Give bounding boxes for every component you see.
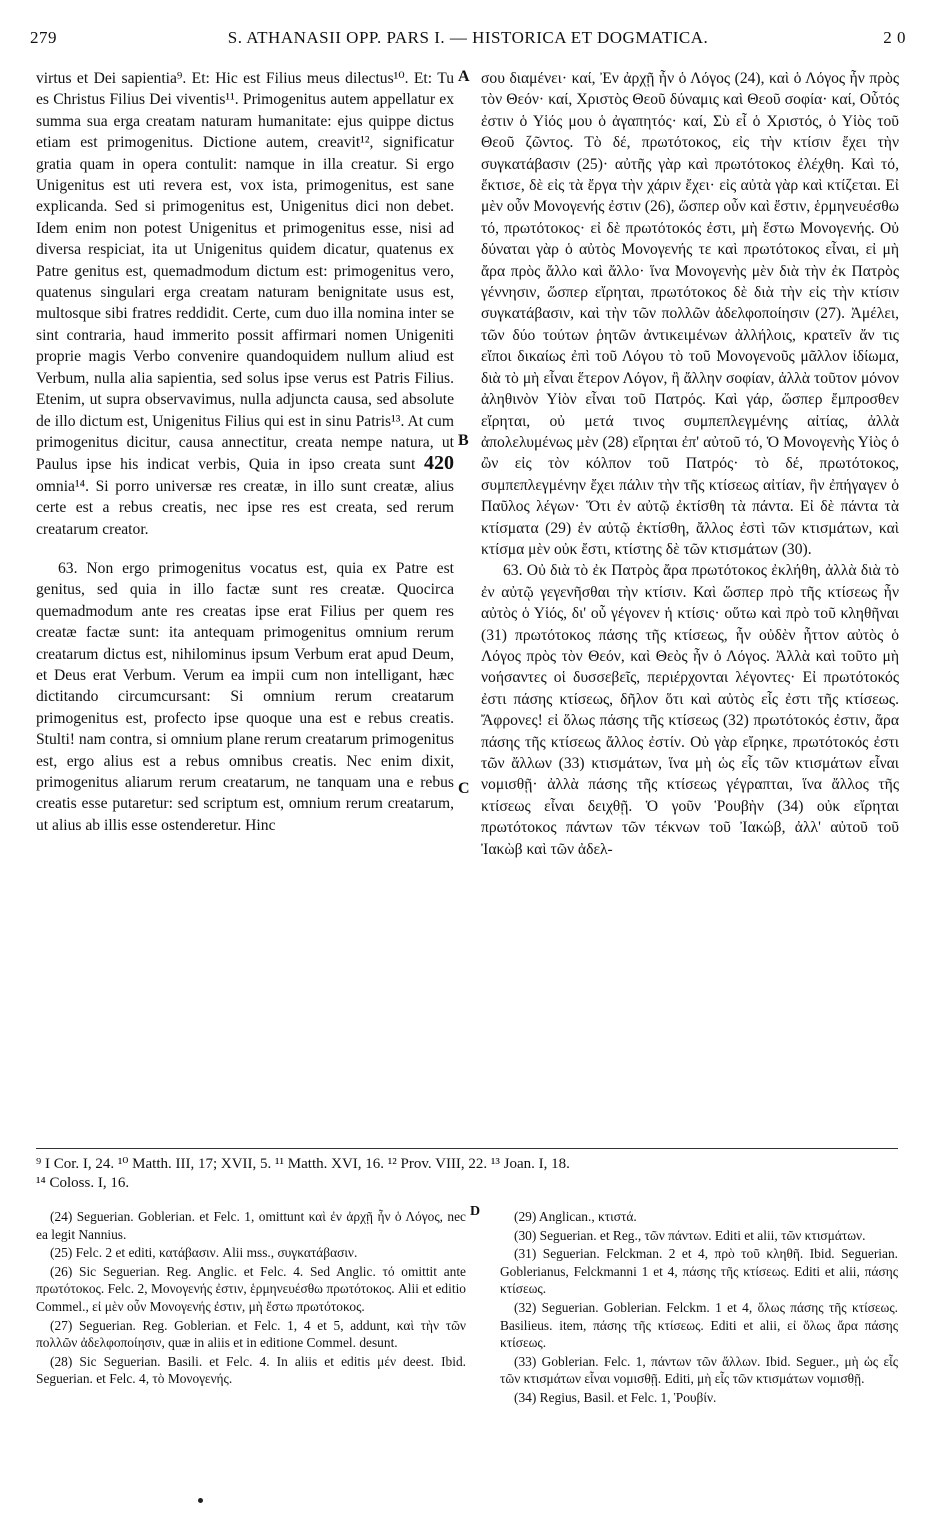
note-28: (28) Sic Seguerian. Basili. et Felc. 4. In aliis et editis μέν deest. Ibid. Seguerian. et Felc. 4, τὸ Μονογενής. — [36, 1353, 466, 1387]
latin-paragraph-1-end: omnia¹⁴. Si porro universæ res creatæ, in illo sunt creatæ, alius certe est a rebus creatis, nec ipse res est creata, sed rerum creatarum creator. — [36, 477, 454, 538]
greek-paragraph-1: σου διαμένει· καί, Ἐν ἀρχῇ ἦν ὁ Λόγος (24), καὶ ὁ Λόγος ἦν πρὸς τὸν Θεόν· καί, Χριστὸς Θεοῦ δύναμις καὶ Θεοῦ σοφία· καί, Οὗτός ἐστιν ὁ Υἱός μου ὁ ἀγαπητός· καί, Σὺ εἶ ὁ Χριστός, ὁ Υἱὸς τοῦ Θεοῦ ζῶντος. Τὸ δέ, πρωτότοκος, εἰς τὴν κτίσιν ἔχει τὴν συγκατάβασιν (25)· αὐτῆς γὰρ καὶ πρωτότοκος ἐλέχθη. Καὶ τό, ἔκτισε, δὲ εἰς τὰ ἔργα τὴν χάριν ἔχει· εἰς αὐτὰ γὰρ καὶ κτίζεται. Εἰ μὲν οὖν Μονογενής ἐστιν (26), ὥσπερ οὖν καὶ ἔστιν, ἑρμηνευέσθω τό, πρωτότοκος· εἰ δὲ πρωτότοκός ἐστι, μὴ ἔστω Μονογενής. Οὐ δύναται γὰρ ὁ αὐτὸς Μονογενής τε καὶ πρωτότοκος εἶναι, εἰ μὴ ἄρα πρὸς ἄλλο καὶ ἄλλο· ἵνα Μονογενὴς μὲν διὰ τὴν ἐκ Πατρὸς γέννησιν, ὥσπερ εἴρηται, πρωτότοκος δὲ διὰ τὴν εἰς τὴν κτίσιν συγκατάβασιν, καὶ τὴν τῶν πολλῶν ἀδελφοποίησιν (27). Ἀμέλει, τῶν δύο τούτων ῥητῶν ἀντικειμένων ἀλλήλοις, κρατεῖν ἄν τις εἴποι δικαίως ἐπὶ τοῦ Λόγου τὸ τοῦ Μονογενοῦς μᾶλλον ἰδίωμα, διὰ τὸ μὴ εἶναι ἕτερον Λόγον, ἢ ἄλλην σοφίαν, ἀλλὰ τοῦτον μόνον ἀληθινὸν Υἱὸν εἶναι τοῦ Πατρός. Καὶ γάρ, ὥσπερ ἔμπροσθεν εἴρηται, οὐ μετά τινος συμπεπλεγμένης αἰτίας, ἀλλὰ ἀπολελυμένως μὲν (28) εἴρηται ἐπ' αὐτοῦ τό, Ὁ Μονογενὴς Υἱὸς ὁ ὢν εἰς τὸν κόλπον τοῦ Πατρός· τὸ δέ, πρωτότοκος, συμπεπλεγμένην ἔχει πάλιν τὴν τῆς κτίσεως αἰτίαν, ἣν ἐπήγαγεν ὁ Παῦλος λέγων· Ὅτι ἐν αὐτῷ ἐκτίσθη τὰ πάντα. Εἰ δὲ πάντα τὰ κτίσματα (29) ἐν αὐτῷ ἐκτίσθη, ἄλλος ἐστὶ τῶν κτισμάτων, καὶ κτίσμα μὲν οὐκ ἔστι, κτίστης δὲ τῶν κτισμάτων (30). — [481, 70, 899, 558]
note-26: (26) Sic Seguerian. Reg. Anglic. et Felc. 4. Sed Anglic. τό omittit ante πρωτότοκος. Felc. 2, Μονογενής ἐστιν, ἑρμηνευέσθω πρωτότοκος. Alii et editio Commel., εἰ μὲν οὖν Μονογενής ἐστιν, μὴ ἔστω πρωτότοκος. — [36, 1263, 466, 1314]
note-31: (31) Seguerian. Felckman. 2 et 4, πρὸ τοῦ κληθῆ. Ibid. Seguerian. Goblerianus, Felckmanni 1 et 4, πάσης τῆς κτίσεως. Editi et alii, πάσης κτίσεως. — [500, 1246, 898, 1297]
running-title: S. ATHANASII OPP. PARS I. — HISTORICA ET DOGMATICA. — [227, 28, 709, 47]
footnote-rule — [36, 1148, 898, 1149]
latin-column — [36, 68, 454, 836]
greek-column — [481, 68, 899, 860]
latin-paragraph-1 — [36, 68, 454, 540]
note-34: (34) Regius, Basil. et Felc. 1, Ῥουβίν. — [514, 1389, 717, 1405]
note-29: (29) Anglican., κτιστά. — [514, 1209, 637, 1224]
margin-marker-b: B — [458, 432, 469, 449]
ink-speck — [198, 1498, 203, 1503]
margin-marker-d: D — [470, 1204, 481, 1219]
critical-notes-right — [500, 1208, 898, 1408]
scripture-footnotes-line-2: ¹⁴ Coloss. I, 16. — [36, 1175, 130, 1191]
latin-paragraph-1-text: virtus et Dei sapientia⁹. Et: Hic est Filius meus dilectus¹⁰. Et: Tu es Christus Filius Dei viventis¹¹. Primogenitus autem appellatur ex summa sua erga creatam naturam humanitate: ejus quippe dictus etiam est primogenitus. Dictione autem, creavit¹², significatur gratia quam in opera contulit: namque in illa creatur. Si ergo Unigenitus est uti revera est, vox ista, primogenitus, est sane explicanda. Sed si primogenitus est, Unigenitus dici non debet. Idem enim non potest Unigenitus et primogenitus esse, nisi ad diversa respiciat, ita ut Unigenitus quidem dicatur, quatenus ex Patre genitus est, quemadmodum dictum est: primogenitus vero, quatenus singulari erga creatam naturam benignitate usus est, multosque sibi fratres reddidit. Certe, cum duo illa nomina inter se sint contraria, haud immerito possit affirmari nomen Unigeniti proprie magis Verbo convenire quandoquidem nullum aliud est Verbum, nulla alia sapientia, sed solus ipse verus est Patris Filius. Etenim, ut supra observavimus, nulla adjuncta causa, sed absolute de illo dictum est, Unigenitus Filius qui est in sinu Patris¹³. At cum primogenitus dicitur, causa annectitur, creata nempe natura, ut Paulus ipse his indicat verbis, Quia in ipso creata sunt — [36, 70, 454, 474]
note-25: (25) Felc. 2 et editi, κατάβασιν. Alii mss., συγκατάβασιν. — [50, 1245, 358, 1261]
note-32: (32) Seguerian. Goblerian. Felckm. 1 et 4, ὅλως πάσης τῆς κτίσεως. Basilieus. item, πάσης τῆς κτίσεως. Editi et alii, εἰ ὅλως ἄρα πάσης κτίσεως. — [500, 1299, 898, 1351]
inline-page-number: 420 — [424, 452, 454, 475]
margin-marker-a: A — [458, 68, 470, 85]
note-33: (33) Goblerian. Felc. 1, πάντων τῶν ἄλλων. Ibid. Seguer., μὴ ὡς εἷς τῶν κτισμάτων εἶναι νομισθῇ. Editi, μὴ εἷς τῶν κτισμάτων νομισθῇ. — [500, 1353, 898, 1387]
greek-paragraph-2: 63. Οὐ διὰ τὸ ἐκ Πατρὸς ἄρα πρωτότοκος ἐκλήθη, ἀλλὰ διὰ τὸ ἐν αὐτῷ γεγενῆσθαι τὴν κτίσιν. Καὶ ὥσπερ πρὸ τῆς κτίσεως ἦν αὐτὸς ὁ Υἱός, δι' οὗ γέγονεν ἡ κτίσις· οὕτω καὶ πρὸ τοῦ κληθῆναι (31) πρωτότοκος πάσης τῆς κτίσεως, ἦν οὐδὲν ἧττον αὐτὸς ὁ Λόγος πρὸς τὸν Θεόν, καὶ Θεὸς ἦν ὁ Λόγος. Ἀλλὰ καὶ τοῦτο μὴ νοήσαντες οἱ δυσσεβεῖς, περιέρχονται λέγοντες· Εἰ πρωτότοκός ἐστι πάσης κτίσεως, δῆλον ὅτι καὶ αὐτὸς εἷς ἐστι τῆς κτίσεως. Ἄφρονες! εἰ ὅλως πάσης τῆς κτίσεως (32) πρωτότοκός ἐστιν, ἄρα πάσης τῆς κτίσεως ἄλλος ἐστίν. Οὐ γὰρ εἴρηκε, πρωτότοκός ἐστι τῶν ἄλλων (33) κτισμάτων, ἵνα μὴ ὡς εἷς τῶν κτισμάτων εἶναι νομισθῇ· ἀλλὰ πάσης τῆς κτίσεως γέγραπται, ἵνα ἄλλος τῆς κτίσεως εἶναι δειχθῇ. Ὁ γοῦν Ῥουβὴν (34) οὐκ εἴρηται πρωτότοκος πάντων τῶν τέκνων τοῦ Ἰακώβ, ἀλλ' αὐτοῦ τοῦ Ἰακὼβ καὶ τῶν ἀδελ- — [481, 562, 899, 858]
running-header — [30, 28, 906, 52]
note-30: (30) Seguerian. et Reg., τῶν πάντων. Editi et alii, τῶν κτισμάτων. — [514, 1227, 866, 1243]
note-24: (24) Seguerian. Goblerian. et Felc. 1, omittunt καὶ ἐν ἀρχῇ ἦν ὁ Λόγος, nec ea legit Nannius. — [36, 1209, 466, 1242]
latin-paragraph-2: 63. Non ergo primogenitus vocatus est, quia ex Patre est genitus, sed quia in illo factæ sunt res creatæ. Quocirca quemadmodum ante res creatas ipse erat Filius per quem res creatæ factæ sunt: ita antequam primogenitus omnium rerum creatarum dictus est, nihilominus ipsum Verbum erat apud Deum, et Deus erat Verbum. Verum ea impii cum non intelligant, hæc dictitando circumcursant: Si omnium rerum creatarum primogenitus est, profecto ipse quoque una est e rebus creatis. Stulti! nam contra, si omnium plane rerum creatarum primogenitus est, ergo alius est a rebus omnibus creatis. Nec enim dixit, primogenitus aliarum rerum creatarum, ne tanquam una e rebus creatis esse putaretur: sed scriptum est, omnium rerum creatarum, ut alius ab illis esse ostenderetur. Hinc — [36, 559, 454, 834]
scripture-footnotes-line-1: ⁹ I Cor. I, 24. ¹⁰ Matth. III, 17; XVII, 5. ¹¹ Matth. XVI, 16. ¹² Prov. VIII, 22. ¹³ Joan. I, 18. — [36, 1156, 570, 1172]
margin-marker-c: C — [458, 780, 470, 797]
critical-notes-left — [36, 1208, 466, 1389]
note-27: (27) Seguerian. Reg. Goblerian. et Felc. 1, 4 et 5, addunt, καὶ τὴν τῶν πολλῶν ἀδελφοποίησιν, quæ in aliis et in editione Commel. desunt. — [36, 1317, 466, 1351]
scripture-footnotes — [36, 1155, 896, 1193]
page-number: 279 — [30, 28, 57, 47]
page-number-right: 2 0 — [883, 28, 906, 47]
